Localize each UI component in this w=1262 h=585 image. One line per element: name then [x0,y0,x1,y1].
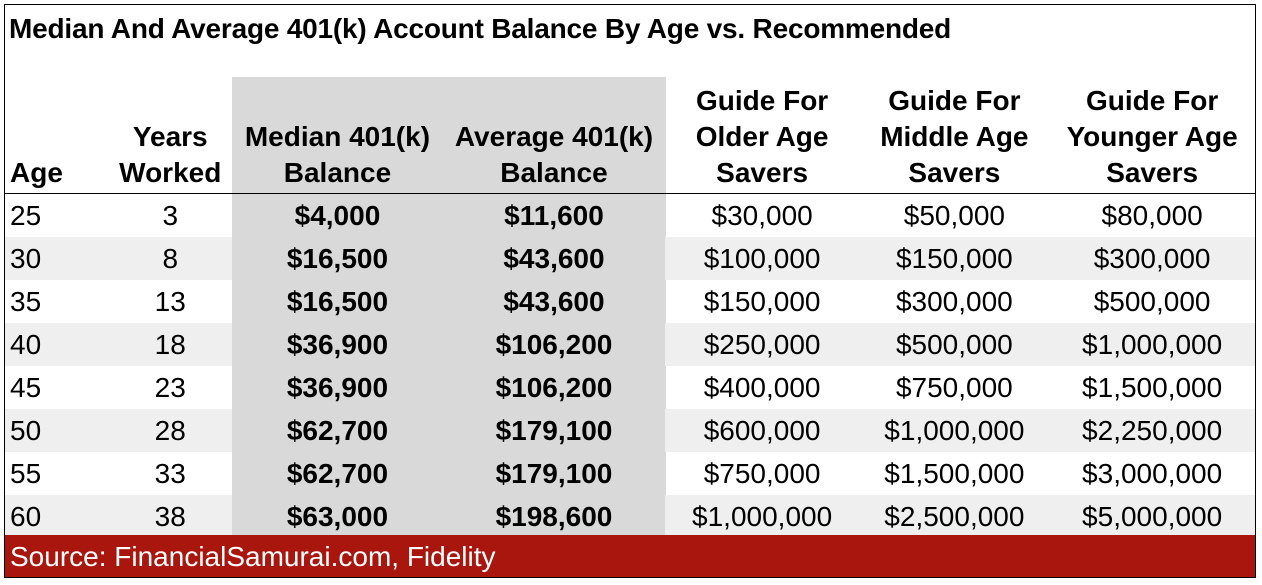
header-line: Balance [283,156,392,188]
cell-guide-younger: $5,000,000 [1049,495,1255,538]
header-years-worked [109,77,232,193]
cell-guide-middle: $1,000,000 [859,409,1049,452]
cell-guide-older: $750,000 [703,457,821,489]
header-line: Years [132,120,208,152]
cell-years-worked: 8 [109,237,232,280]
header-row [5,77,1255,193]
cell-guide-older: $100,000 [665,237,860,280]
cell-guide-younger: $1,000,000 [1049,323,1255,366]
table-row [5,323,1255,366]
cell-guide-younger: $1,500,000 [1082,371,1223,403]
table-title: Median And Average 401(k) Account Balance By Age vs. Recommended [9,13,952,44]
cell-guide-younger: $80,000 [1101,199,1203,231]
table-row [5,193,1255,237]
cell-years-worked: 38 [109,495,232,538]
header-line: Guide For [695,84,829,116]
header-average-balance [443,77,665,193]
cell-average-balance: $106,200 [495,371,613,403]
header-line: Savers [1106,156,1199,188]
cell-guide-younger: $300,000 [1049,237,1255,280]
balance-table [5,77,1255,538]
cell-guide-middle: $300,000 [895,285,1013,317]
header-line: Guide For [888,84,1021,116]
cell-age: 45 [10,371,42,403]
header-line: Older Age [695,120,829,152]
table-row [5,452,1255,495]
header-line: Younger Age [1066,120,1238,152]
cell-guide-middle: $500,000 [859,323,1049,366]
header-line: Balance [500,156,608,188]
cell-average-balance: $11,600 [504,199,604,231]
cell-median-balance: $36,900 [286,328,389,360]
cell-years-worked: 28 [109,409,232,452]
cell-years-worked: 13 [154,285,186,317]
header-line: Guide For [1086,84,1219,116]
header-line: Average 401(k) [454,120,654,152]
cell-average-balance: $179,100 [495,414,613,446]
cell-median-balance: $4,000 [294,199,381,231]
cell-guide-younger: $3,000,000 [1082,457,1223,489]
cell-age: 55 [10,457,42,489]
table-row [5,237,1255,280]
cell-average-balance: $106,200 [495,328,613,360]
cell-median-balance: $36,900 [286,371,389,403]
cell-guide-middle: $750,000 [895,371,1013,403]
cell-guide-younger: $2,250,000 [1049,409,1255,452]
header-line: Savers [716,156,809,188]
header-line: Median 401(k) [244,120,431,152]
table-row [5,495,1255,538]
cell-median-balance: $63,000 [286,500,389,532]
cell-average-balance: $43,600 [503,242,605,274]
cell-years-worked: 23 [154,371,186,403]
header-line: Worked [119,156,222,188]
cell-guide-older: $1,000,000 [665,495,860,538]
cell-average-balance: $179,100 [495,457,613,489]
header-line: Savers [908,156,1001,188]
table-row [5,366,1255,409]
cell-median-balance: $62,700 [286,414,389,446]
cell-average-balance: $198,600 [495,500,613,532]
table-body [5,193,1255,538]
cell-guide-younger: $500,000 [1093,285,1211,317]
cell-age: 30 [5,237,109,280]
cell-age: 40 [5,323,109,366]
source-note: Source: FinancialSamurai.com, Fidelity [5,535,1256,578]
cell-years-worked: 18 [109,323,232,366]
cell-guide-middle: $2,500,000 [859,495,1049,538]
cell-average-balance: $43,600 [503,285,605,317]
cell-guide-older: $150,000 [703,285,821,317]
table-row [5,409,1255,452]
cell-guide-older: $600,000 [665,409,860,452]
cell-median-balance: $62,700 [286,457,389,489]
cell-guide-middle: $150,000 [859,237,1049,280]
header-median-balance [232,77,444,193]
header-guide-older [665,77,860,193]
cell-guide-middle: $1,500,000 [884,457,1025,489]
header-guide-middle [859,77,1049,193]
cell-median-balance: $16,500 [286,242,389,274]
cell-age: 25 [10,199,42,231]
cell-guide-older: $400,000 [703,371,821,403]
header-line: Middle Age [880,120,1029,152]
cell-age: 35 [10,285,42,317]
cell-years-worked: 3 [162,199,179,231]
table-row [5,280,1255,323]
cell-median-balance: $16,500 [286,285,389,317]
cell-guide-middle: $50,000 [903,199,1005,231]
cell-age: 60 [5,495,109,538]
header-line: Age [10,156,63,188]
cell-years-worked: 33 [154,457,186,489]
cell-guide-older: $30,000 [711,199,813,231]
cell-guide-older: $250,000 [665,323,860,366]
header-age [5,77,109,193]
cell-age: 50 [5,409,109,452]
header-guide-younger [1049,77,1255,193]
balance-table-figure [4,4,1256,578]
